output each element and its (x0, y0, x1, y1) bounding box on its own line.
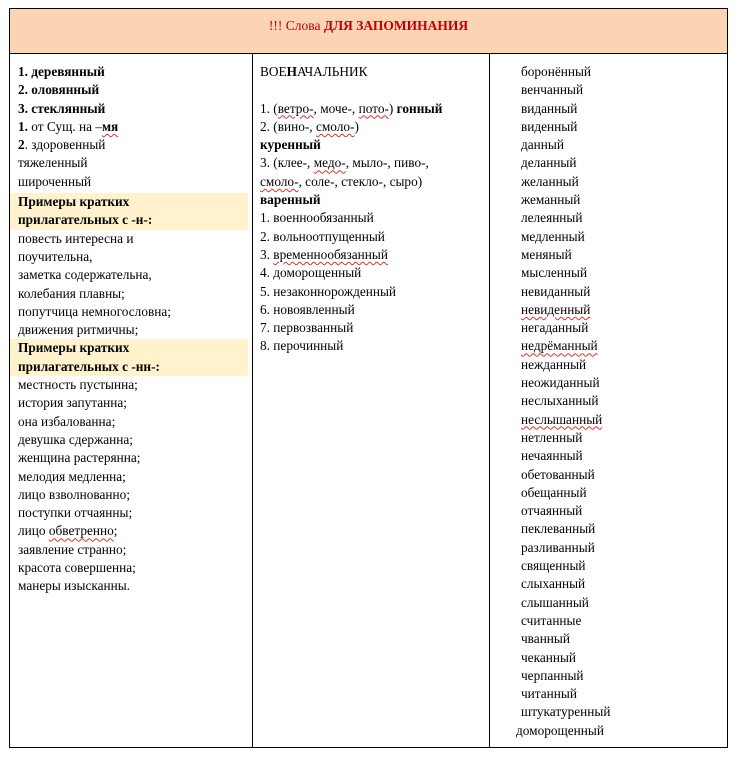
list-item: негаданный (521, 320, 589, 336)
list-item: неожиданный (521, 375, 600, 391)
list-item: 1. деревянный (18, 64, 105, 79)
list-item: 2. оловянный (18, 82, 100, 98)
header-prefix: !!! Слова (268, 18, 324, 33)
list-item: недрёманный (521, 338, 598, 354)
list-item: доморощенный (516, 722, 604, 738)
list-item: пеклеванный (521, 521, 596, 537)
list-item: неслышанный (521, 411, 603, 427)
list-item: чеканный (521, 649, 577, 665)
list-item: штукатуренный (521, 704, 611, 720)
list-item: невиденный (521, 301, 591, 317)
example: манеры изысканны. (18, 578, 131, 594)
example: лицо взволнованно; (18, 486, 131, 502)
header-title: ДЛЯ ЗАПОМИНАНИЯ (323, 18, 469, 33)
list-item: слышанный (521, 594, 589, 610)
list-item: обетованный (521, 466, 595, 482)
list-item: разливанный (521, 539, 595, 555)
list-item: 6. новоявленный (260, 301, 355, 317)
example: заявление странно; (18, 541, 127, 557)
example: мелодия медленна; (18, 468, 126, 484)
list-item: виденный (521, 118, 578, 134)
example: колебания плавны; (18, 285, 125, 301)
list-item: деланный (521, 155, 577, 171)
table-header (10, 9, 727, 54)
list-item: нетленный (521, 429, 583, 445)
list-item: 4. доморощенный (260, 265, 362, 281)
list-item: широченный (18, 173, 92, 189)
list-item: 3. временнообязанный (260, 246, 388, 262)
column-suffixes (10, 53, 253, 747)
vocabulary-table (9, 8, 728, 748)
item-text: . здоровенный (24, 137, 106, 153)
list-item: нежданный (521, 356, 587, 372)
example: попутчица немногословна; (18, 303, 171, 319)
list-item: слыханный (521, 576, 586, 592)
item-suffix: мя (101, 118, 119, 134)
heading-line: Примеры кратких (18, 340, 130, 356)
example: поучительна, (18, 248, 93, 264)
heading-line: Примеры кратких (18, 194, 130, 210)
example: история запутанна; (18, 395, 127, 411)
list-item: невиданный (521, 283, 591, 299)
list-item: считанные (521, 612, 582, 628)
list-item: отчаянный (521, 503, 583, 519)
list-item: 2. вольноотпущенный (260, 228, 385, 244)
example: лицо обветренно; (18, 523, 118, 539)
example: она избалованна; (18, 413, 116, 429)
list-item: тяжеленный (18, 155, 88, 171)
list-item: венчанный (521, 82, 584, 98)
word-list (521, 63, 727, 722)
list-item: желанный (521, 173, 579, 189)
list-item: медленный (521, 228, 585, 244)
example: женщина растерянна; (18, 450, 141, 466)
examples-n (18, 230, 248, 340)
examples-nn (18, 376, 248, 596)
list-item: 5. незаконнорожденный (260, 283, 397, 299)
list-item (18, 136, 248, 154)
list-item: меняный (521, 246, 572, 262)
rule-word: куренный (260, 137, 321, 153)
list-item: 1. военнообязанный (260, 210, 374, 226)
list-item: данный (521, 137, 564, 153)
list-item: 7. первозванный (260, 320, 354, 336)
heading-line: прилагательных с -нн-: (18, 358, 160, 374)
list-item: боронённый (521, 64, 592, 79)
list-item: обещанный (521, 484, 587, 500)
example: повесть интересна и (18, 230, 134, 246)
list-item (18, 118, 248, 136)
column-word-list (490, 53, 727, 747)
example: девушка сдержанна; (18, 431, 133, 447)
example: движения ритмичны; (18, 322, 139, 338)
example: красота совершенна; (18, 560, 136, 576)
rule-line-2: 2. (вино-, смоло-) (260, 118, 359, 134)
list-item: священный (521, 558, 586, 574)
example: поступки отчаянны; (18, 505, 133, 521)
list-item: чванный (521, 631, 570, 647)
list-item: неслыханный (521, 393, 599, 409)
heading-line: прилагательных с -н-: (18, 212, 153, 228)
list-item: 8. перочинный (260, 338, 344, 354)
list-item: виданный (521, 100, 578, 116)
column-title: ВОЕНАЧАЛЬНИК (260, 64, 368, 79)
list-item: читанный (521, 686, 577, 702)
list-item: жеманный (521, 192, 581, 208)
list-item: нечаянный (521, 448, 583, 464)
example: местность пустынна; (18, 377, 138, 393)
example: заметка содержательна, (18, 267, 152, 283)
list-item: мысленный (521, 265, 588, 281)
item-number: 2 (18, 137, 25, 153)
column-exceptions (253, 53, 490, 747)
item-text: от Сущ. на – (27, 118, 102, 134)
rule-word: варенный (260, 192, 321, 208)
list-item: черпанный (521, 667, 584, 683)
list-item: 3. стеклянный (18, 100, 106, 116)
item-number: 1. (18, 118, 28, 134)
rule-line-3-cont: смоло-, соле-, стекло-, сыро) (260, 173, 423, 189)
list-item: лелеянный (521, 210, 583, 226)
rule-line-3: 3. (клее-, медо-, мыло-, пиво-, (260, 155, 429, 171)
rule-line-1: 1. (ветро-, моче-, пото-) гонный (260, 100, 443, 116)
heading-short-nn (10, 339, 248, 376)
heading-short-n (10, 193, 248, 230)
